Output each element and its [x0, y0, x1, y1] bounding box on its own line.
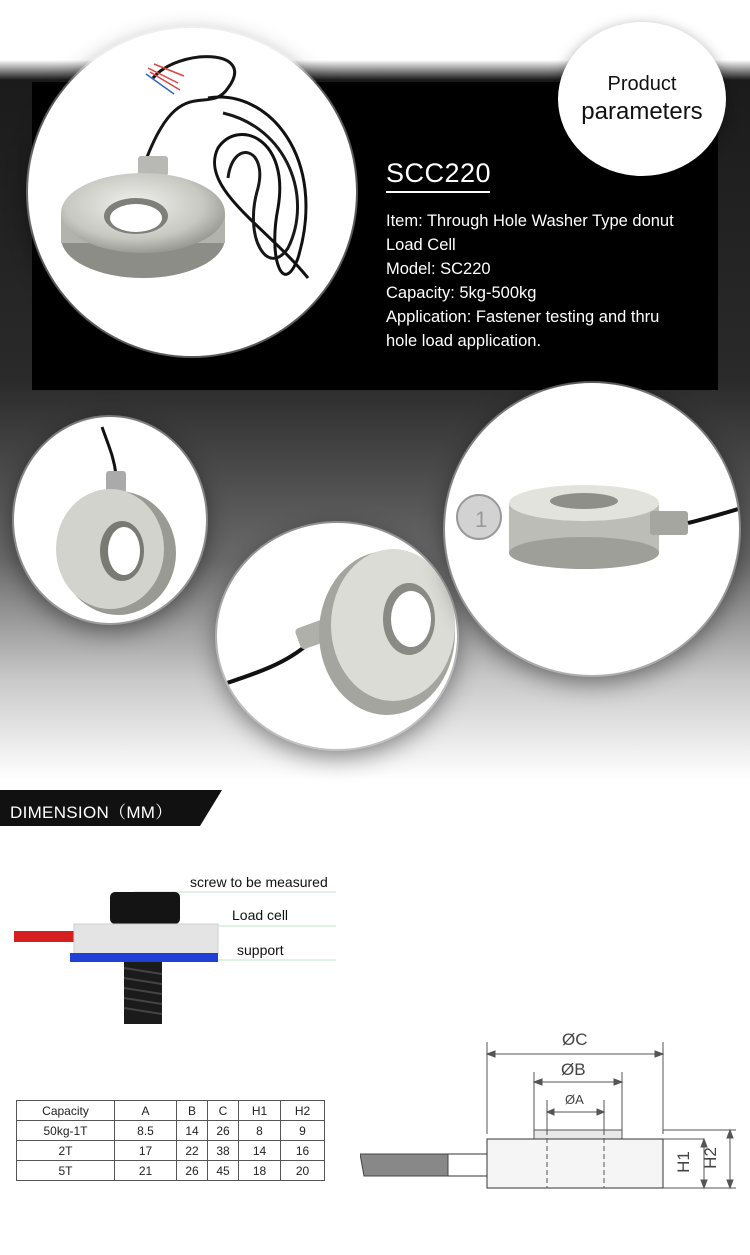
red-cable	[14, 931, 76, 942]
mounting-schematic	[14, 868, 344, 1038]
table-row	[17, 1161, 325, 1181]
spec-item: hole load application.	[386, 332, 542, 350]
table-header-cell: H2	[281, 1101, 325, 1121]
model-title: SCC220	[386, 158, 492, 188]
spec-list	[386, 209, 716, 353]
dimension-label-b: ØB	[561, 1060, 586, 1079]
dimension-drawing	[360, 1030, 750, 1200]
table-cell: 45	[208, 1161, 239, 1181]
table-cell: 26	[177, 1161, 208, 1181]
blue-support	[70, 953, 218, 962]
product-parameters-badge	[558, 22, 726, 176]
spec-item: Capacity: 5kg-500kg	[386, 284, 537, 302]
table-cell: 14	[177, 1121, 208, 1141]
dimension-banner-text: DIMENSION（MM）	[10, 803, 173, 822]
table-cell: 8	[239, 1121, 281, 1141]
table-header-cell: H1	[239, 1101, 281, 1121]
table-cell: 38	[208, 1141, 239, 1161]
dimension-label-h1: H1	[673, 1151, 693, 1173]
table-cell: 16	[281, 1141, 325, 1161]
spec-item: Model: SC220	[386, 260, 491, 278]
table-cell: 50kg-1T	[17, 1121, 115, 1141]
main-product-photo	[28, 28, 356, 356]
schematic-label-screw: screw to be measured	[190, 874, 328, 890]
table-header-cell: B	[177, 1101, 208, 1121]
badge-text-product: Product	[607, 73, 677, 95]
dimension-label-c: ØC	[562, 1030, 588, 1049]
schematic-label-support: support	[237, 942, 284, 958]
side-view-photo	[14, 417, 206, 623]
spec-item: Load Cell	[386, 236, 456, 254]
table-cell: 8.5	[115, 1121, 177, 1141]
table-cell: 5T	[17, 1161, 115, 1181]
badge-text-parameters: parameters	[581, 98, 703, 125]
dimension-label-a: ØA	[565, 1092, 584, 1107]
spec-item: Application: Fastener testing and thru	[386, 308, 660, 326]
table-cell: 2T	[17, 1141, 115, 1161]
size-comparison-photo	[445, 383, 739, 675]
model-title-underline	[386, 191, 490, 193]
spec-item: Item: Through Hole Washer Type donut	[386, 212, 674, 230]
table-cell: 26	[208, 1121, 239, 1141]
angled-view-photo	[217, 523, 457, 749]
table-header-cell: A	[115, 1101, 177, 1121]
table-header-row	[17, 1101, 325, 1121]
table-row	[17, 1121, 325, 1141]
table-cell: 20	[281, 1161, 325, 1181]
table-cell: 21	[115, 1161, 177, 1181]
table-cell: 14	[239, 1141, 281, 1161]
table-cell: 18	[239, 1161, 281, 1181]
capacity-dimension-table	[16, 1100, 325, 1181]
dimension-label-h2: H2	[700, 1147, 720, 1169]
table-header-cell: Capacity	[17, 1101, 115, 1121]
table-cell: 9	[281, 1121, 325, 1141]
table-cell: 22	[177, 1141, 208, 1161]
schematic-label-load-cell: Load cell	[232, 907, 289, 923]
svg-text:1: 1	[475, 507, 488, 532]
table-header-cell: C	[208, 1101, 239, 1121]
table-cell: 17	[115, 1141, 177, 1161]
table-row	[17, 1141, 325, 1161]
